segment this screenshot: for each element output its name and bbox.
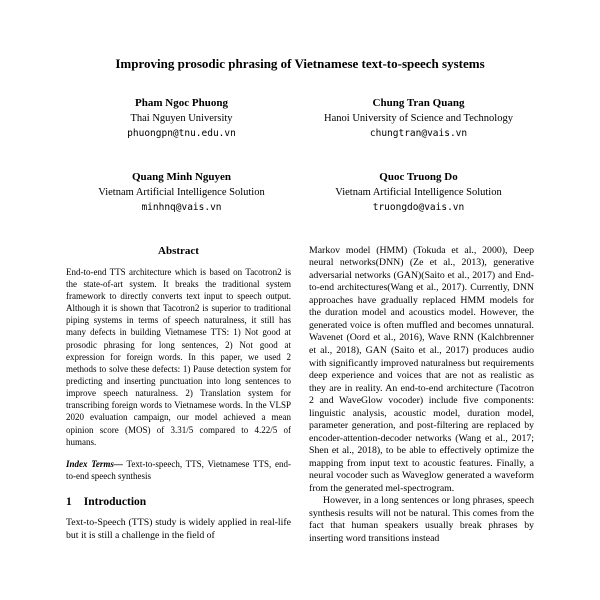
section-title: Introduction (83, 496, 147, 509)
author-name: Quoc Truong Do (379, 171, 458, 184)
abstract-text: End-to-end TTS architecture which is based on Tacotron2 is the state-of-art system. It breaks the traditional system framework to directly converts text input to speech output. Although it is shown that Tacotron2 is superior to traditional piping systems in terms of speech naturalness, it still has many defects in building Vietnamese TTS: 1) Not good at prosodic phrasing for long sentences, 2) Not good at expression for foreign words. In this paper, we used 2 methods to solve these defects: 1) Pause detection system for predicting and inserting punctuation into long sentences to improve speech naturalness. 2) Translation system for transcribing foreign words to Vietnamese words. In the VLSP 2020 evaluation campaign, our model achieved a mean opinion score (MOS) of 3.31/5 compared to 4.22/5 of humans. (66, 266, 291, 447)
author-name: Quang Minh Nguyen (131, 171, 232, 184)
right-column (309, 245, 534, 546)
author-affiliation: Thai Nguyen University (130, 112, 233, 124)
author-email: minhnq@vais.vn (141, 202, 222, 214)
author-3 (66, 170, 297, 214)
author-1 (66, 96, 297, 140)
body-paragraph: However, in a long sentences or long phrases, speech synthesis results will not be natural. This comes from the fact that human speakers usually break phrases by inserting word transitions instead (309, 495, 534, 544)
author-block (66, 96, 534, 214)
body-paragraph: Markov model (HMM) (Tokuda et al., 2000), Deep neural networks(DNN) (Ze et al., 2013), generative adversarial networks (GAN)(Saito et al., 2017) and End-to-end architectures(Wang et al., 2017). Currently, DNN approaches have gradually replaced HMM models for the duration model and acoustics model. However, the generated voice is often muffled and becomes unnatural. Wavenet (Oord et al., 2016), Wave RNN (Kalchbrenner et al., 2018), GAN (Saito et al., 2017) produces audio with significantly improved naturalness but requirements deep experience and voices that are not as realistic as they are in reality. An end-to-end architecture (Tacotron 2 and WaveGlow vocoder) include five components: linguistic analysis, acoustic model, duration model, parameter generation, and post-filtering are replaced by encoder-attention-decoder networks (Wang et al., 2017; Shen et al., 2018), to be able to effectively optimize the mapping from input text to acoustic features. Finally, a neural vocoder such as Waveglow generated a waveform from the generated mel-spectrogram. (309, 244, 534, 494)
right-column-text (309, 245, 534, 546)
author-name: Chung Tran Quang (372, 97, 465, 110)
author-affiliation: Vietnam Artificial Intelligence Solution (98, 186, 265, 198)
author-affiliation: Hanoi University of Science and Technology (324, 112, 513, 124)
author-name: Pham Ngoc Phuong (135, 97, 228, 110)
author-email: chungtran@vais.vn (369, 128, 468, 140)
index-terms-text: Text-to-speech, TTS, Vietnamese TTS, end-to-end speech synthesis (66, 458, 291, 481)
left-column (66, 245, 291, 542)
section-heading-introduction (66, 496, 291, 508)
author-affiliation: Vietnam Artificial Intelligence Solution (335, 186, 502, 198)
author-email: phuongpn@tnu.edu.vn (127, 128, 236, 140)
two-column-body (66, 245, 534, 546)
section-number: 1 (66, 496, 72, 509)
index-terms-label: Index Terms— (66, 458, 123, 469)
abstract-heading: Abstract (158, 244, 199, 257)
introduction-text (66, 517, 291, 542)
author-email: truongdo@vais.vn (372, 202, 465, 214)
paper-title: Improving prosodic phrasing of Vietnamese text-to-speech systems (115, 56, 485, 71)
author-2 (303, 96, 534, 140)
author-4 (303, 170, 534, 214)
index-terms (66, 458, 291, 482)
intro-paragraph: Text-to-Speech (TTS) study is widely applied in real-life but it is still a challenge in the field of (66, 517, 291, 541)
